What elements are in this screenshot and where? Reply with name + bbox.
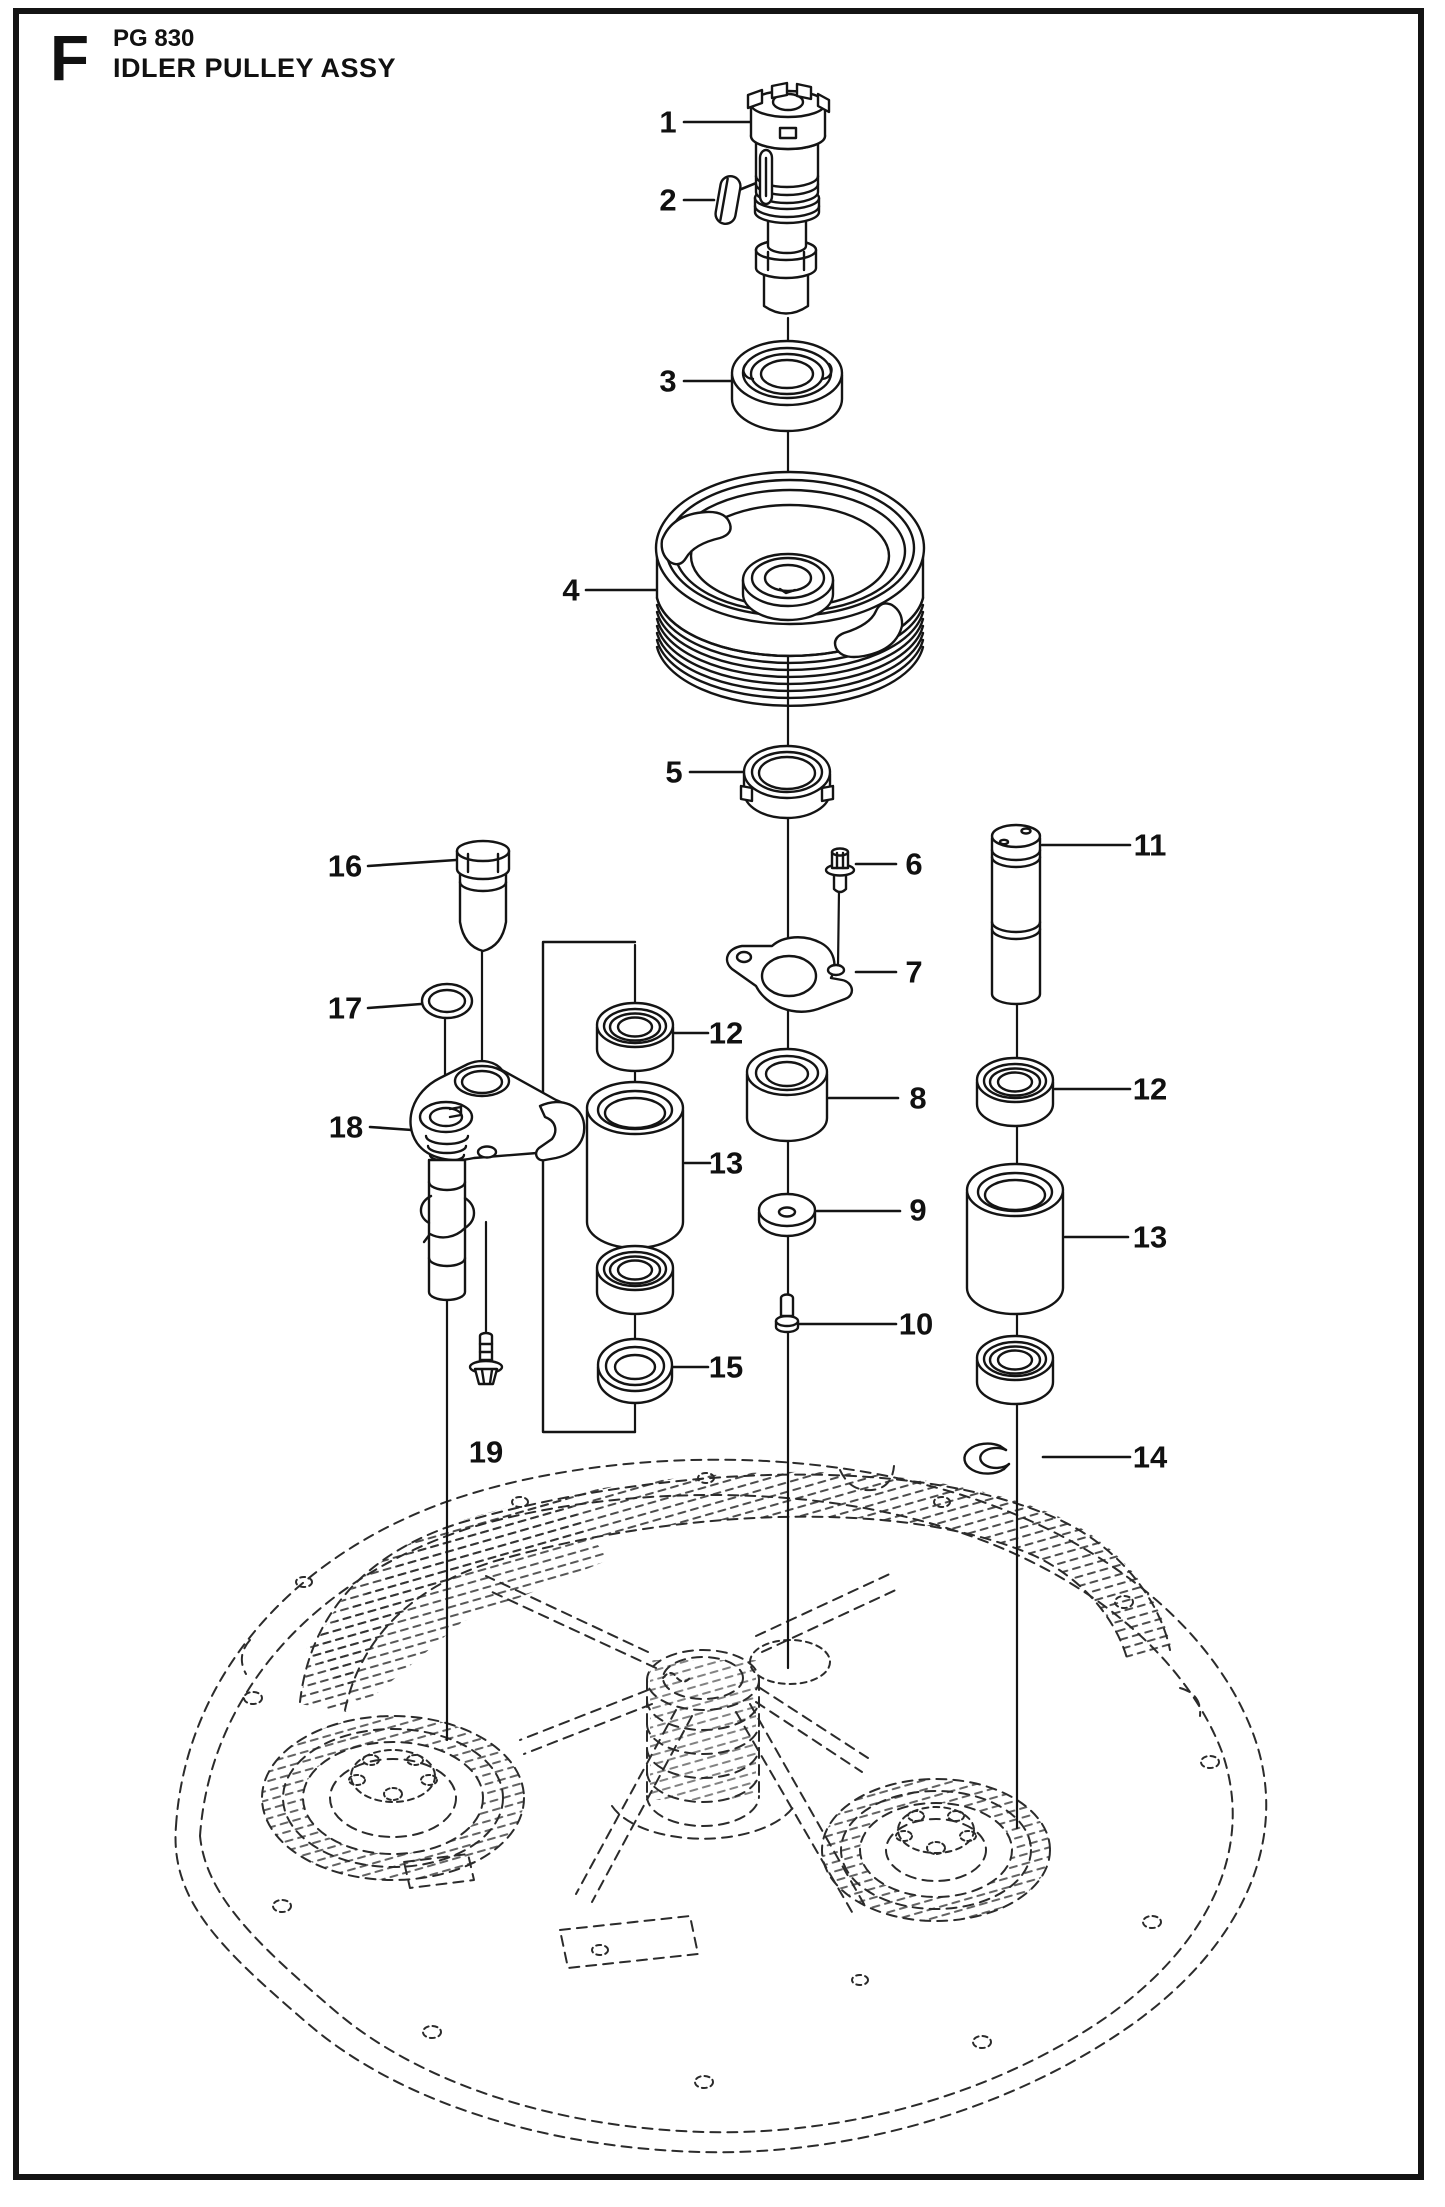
- part-6-bolt-drawing: [826, 849, 854, 893]
- callout-19: 19: [468, 1434, 504, 1470]
- part-16-plug-drawing: [457, 841, 509, 951]
- page-title: IDLER PULLEY ASSY: [113, 53, 397, 83]
- part-3-bearing-drawing: [732, 341, 842, 431]
- callout-13: 13: [708, 1145, 744, 1181]
- callout-9: 9: [909, 1192, 927, 1228]
- callout-14: 14: [1132, 1439, 1168, 1475]
- machine-base-phantom-view: [176, 1460, 1267, 2153]
- lower-bearing-left-drawing: [597, 1246, 673, 1314]
- part-2-key-drawing: [714, 175, 742, 226]
- callout-13: 13: [1132, 1219, 1168, 1255]
- part-13-sleeve-right-drawing: [967, 1164, 1063, 1314]
- part-18-idler-arm-drawing: [410, 1061, 584, 1300]
- callout-18: 18: [328, 1109, 364, 1145]
- callout-10: 10: [898, 1306, 934, 1342]
- part-10-rivet-drawing: [776, 1295, 798, 1333]
- part-13-sleeve-left-drawing: [587, 1082, 683, 1248]
- part-7-fork-plate-drawing: [727, 937, 852, 1011]
- callout-1: 1: [659, 104, 677, 140]
- callout-12: 12: [1132, 1071, 1168, 1107]
- part-5-lock-nut-drawing: [741, 746, 833, 818]
- callout-15: 15: [708, 1349, 744, 1385]
- part-9-washer-drawing: [759, 1194, 815, 1236]
- callout-2: 2: [659, 182, 677, 218]
- callout-11: 11: [1133, 827, 1167, 863]
- callout-7: 7: [905, 954, 923, 990]
- part-17-oring-drawing: [422, 984, 472, 1018]
- callout-6: 6: [905, 846, 923, 882]
- callout-17: 17: [327, 990, 363, 1026]
- callout-16: 16: [327, 848, 363, 884]
- callout-8: 8: [909, 1080, 927, 1116]
- part-11-pivot-pin-drawing: [992, 825, 1040, 1004]
- part-12-bearing-right-drawing: [977, 1058, 1053, 1126]
- figure-letter: F: [50, 22, 90, 94]
- part-4-pulley-drawing: [656, 472, 924, 706]
- callout-5: 5: [665, 754, 683, 790]
- model-number: PG 830: [113, 25, 195, 52]
- part-12-bearing-left-drawing: [597, 1003, 673, 1071]
- part-14-snap-ring-drawing: [964, 1444, 1009, 1474]
- callout-3: 3: [659, 363, 677, 399]
- callout-4: 4: [562, 572, 580, 608]
- part-8-bearing-drawing: [747, 1049, 827, 1141]
- callout-12: 12: [708, 1015, 744, 1051]
- lower-bearing-right-drawing: [977, 1336, 1053, 1404]
- part-1-idler-shaft-drawing: [748, 83, 829, 314]
- part-19-bolt-drawing: [470, 1333, 502, 1384]
- part-15-seal-drawing: [598, 1339, 672, 1403]
